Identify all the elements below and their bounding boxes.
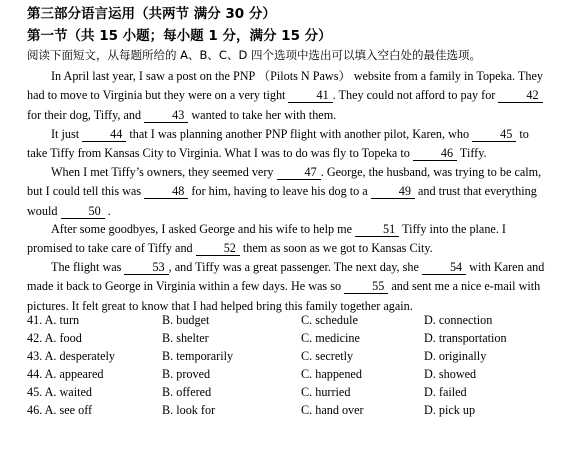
option-b: B. proved: [162, 367, 211, 381]
passage-text: them as soon as we got to Kansas City.: [242, 241, 433, 256]
blank-50: 50: [61, 205, 105, 219]
passage-text: with Karen and made it back to George in Virginia within a few days. He was so: [27, 260, 545, 294]
passage-text: After some goodbyes, I asked George and his wife to help me: [51, 222, 352, 236]
blank-45: 45: [472, 128, 516, 142]
option-c: C. secretly: [301, 349, 354, 363]
blank-55: 55: [344, 280, 388, 294]
question-46-options: [27, 403, 557, 421]
option-a: 42. A. food: [27, 331, 82, 345]
option-c: C. medicine: [301, 331, 360, 345]
passage-paragraph-5: [27, 258, 551, 316]
passage-text: and sent me a nice e-mail with pictures. It felt great to know that I had helped bring this family together again.: [27, 279, 541, 313]
passage-text: for him, having to leave his dog to a: [191, 184, 368, 199]
passage-text: .: [107, 203, 111, 218]
blank-52: 52: [196, 242, 240, 256]
option-c: C. happened: [301, 367, 362, 381]
question-43-options: [27, 349, 557, 367]
blank-48: 48: [144, 185, 188, 199]
blank-44: 44: [82, 128, 126, 142]
passage-paragraph-1: [27, 67, 551, 125]
option-a: 46. A. see off: [27, 403, 93, 417]
subsection-title: 第一节（共 15 小题；每小题 1 分，满分 15 分）: [27, 28, 332, 44]
option-b: B. offered: [162, 385, 212, 399]
passage-text: wanted to take her with them.: [191, 107, 337, 122]
option-b: B. budget: [162, 313, 210, 327]
option-a: 41. A. turn: [27, 313, 80, 327]
passage-text: that I was planning another PNP flight with another pilot, Karen, who: [129, 127, 470, 141]
passage-text: , and Tiffy was a great passenger. The next day, she: [168, 260, 419, 274]
option-a: 45. A. waited: [27, 385, 92, 399]
blank-51: 51: [355, 223, 399, 237]
question-41-options: [27, 313, 557, 331]
passage-text: When I met Tiffy’s owners, they seemed very: [51, 165, 274, 179]
blank-47: 47: [277, 166, 321, 180]
question-45-options: [27, 385, 557, 403]
passage-text: Tiffy into the plane. I promised to take care of Tiffy and: [27, 222, 506, 256]
passage-text: It just: [51, 127, 80, 141]
blank-41: 41: [288, 89, 332, 103]
blank-54: 54: [422, 261, 466, 275]
option-c: C. hand over: [301, 403, 364, 417]
option-a: 44. A. appeared: [27, 367, 104, 381]
passage-paragraph-2: [27, 125, 551, 164]
blank-49: 49: [371, 185, 415, 199]
option-c: C. schedule: [301, 313, 358, 327]
option-d: D. pick up: [424, 403, 476, 417]
blank-42: 42: [498, 89, 542, 103]
option-d: D. failed: [424, 385, 467, 399]
passage-paragraph-4: [27, 220, 551, 259]
option-d: D. transportation: [424, 331, 507, 345]
option-d: D. originally: [424, 349, 487, 363]
section-title: 第三部分语言运用（共两节 满分 30 分）: [27, 6, 276, 22]
passage-text: to take Tiffy from Kansas City to Virginia. What I was to do was fly to Topeka to: [27, 127, 529, 161]
passage-text: The flight was: [51, 260, 122, 274]
passage-text: Tiffy.: [459, 146, 487, 161]
instruction-text: 阅读下面短文，从每题所给的 A、B、C、D 四个选项中选出可以填入空白处的最佳选项。: [27, 48, 481, 62]
option-d: D. showed: [424, 367, 477, 381]
passage-text: In April last year, I saw a post on the PNP （Pilots N Paws） website from a family in Topeka. They had to move to Virginia but they were on a very tight: [27, 69, 543, 103]
blank-53: 53: [124, 261, 168, 275]
passage-text: . George, the husband, was trying to be calm, but I could tell this was: [27, 165, 542, 199]
passage-text: and trust that everything would: [27, 184, 537, 218]
passage-text: for their dog, Tiffy, and: [27, 107, 142, 122]
option-a: 43. A. desperately: [27, 349, 115, 363]
passage-text: . They could not afford to pay for: [332, 88, 496, 103]
option-b: B. temporarily: [162, 349, 234, 363]
option-b: B. look for: [162, 403, 216, 417]
option-c: C. hurried: [301, 385, 351, 399]
question-42-options: [27, 331, 557, 349]
blank-46: 46: [413, 147, 457, 161]
option-b: B. shelter: [162, 331, 209, 345]
question-44-options: [27, 367, 557, 385]
blank-43: 43: [144, 109, 188, 123]
passage-paragraph-3: [27, 163, 551, 221]
option-d: D. connection: [424, 313, 493, 327]
